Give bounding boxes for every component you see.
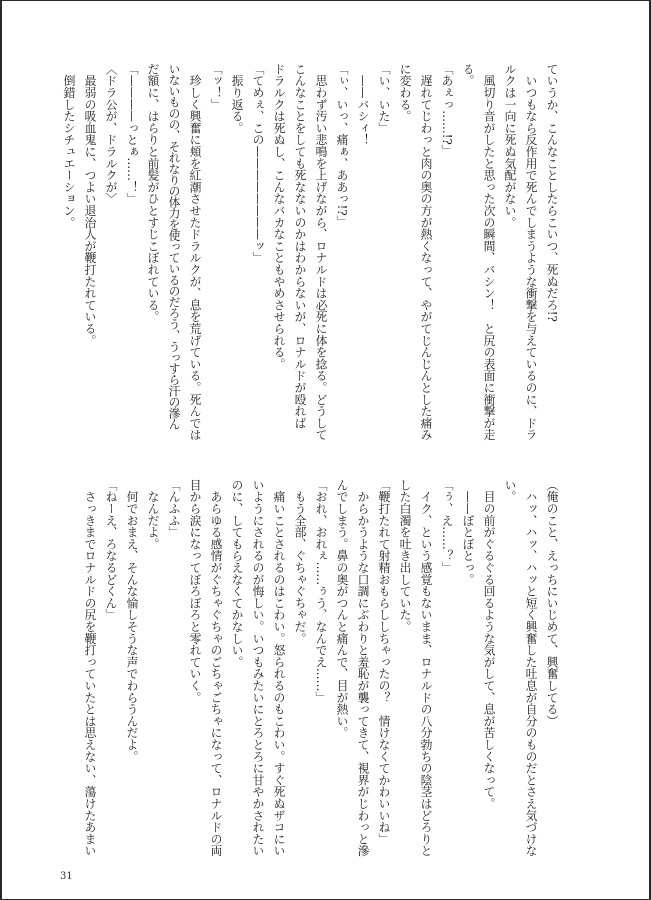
lower-text-line: 「鞭打たれて射精おもらししちゃったの？ 情けなくてかわいいね」 <box>377 479 391 845</box>
upper-text-line: いつもなら反作用で死んでしまうような衝撃を与えているのに、ドラ <box>524 63 538 441</box>
lower-text-line: 目の前がぐるぐる回るような気がして、息が苦しくなって。 <box>482 479 496 810</box>
lower-text-line: のに、してもらえなくてかなしい。 <box>230 479 244 668</box>
upper-text-line: 振り返る。 <box>230 63 244 134</box>
lower-text-line: 「おれ、おれぇ……ぅう、なんでえ……」 <box>314 479 328 704</box>
lower-text-line: ——ぼとぼとっ。 <box>461 479 475 586</box>
lower-text-line: した白濁を吐き出していた。 <box>398 479 412 633</box>
upper-text-line: 遅れてじわっと肉の奥の方が熱くなって、やがてじんじんとした痛み <box>419 63 433 441</box>
lower-text-line: さっきまでロナルドの尻を鞭打っていたとは思えない、蕩けたあまい <box>83 479 97 857</box>
upper-text-block <box>58 63 562 463</box>
lower-text-line: なんだよ。 <box>146 479 160 550</box>
upper-text-line: 「てめぇ、この————————ッ」 <box>251 63 265 264</box>
upper-text-line: る。 <box>461 63 475 87</box>
upper-text-line: 「い、いた」 <box>377 63 391 134</box>
upper-text-line: 倒錯したシチュエーション。 <box>62 63 76 229</box>
lower-text-line: 痛いことされるのはこわい。怒られるのもこわい。すぐ死ぬザコにい <box>272 479 286 857</box>
lower-text-line: もう全部、ぐちゃぐちゃだ。 <box>293 479 307 645</box>
upper-text-line: 「————っとぁ……！」 <box>125 63 139 205</box>
page-number: 31 <box>60 871 73 882</box>
lower-text-line: ハッ、ハッ、ハッと短く興奮した吐息が自分のものだとさえ気づけな <box>524 479 538 857</box>
lower-text-line: イク、という感覚もないまま、ロナルドの八分勃ちの陰茎はどろりと <box>419 479 433 857</box>
lower-text-line: 「んふふ」 <box>167 479 181 538</box>
upper-text-line: いないものの、それなりの体力を使っているのだろう、うっすら汗の滲ん <box>167 63 181 430</box>
upper-text-line: 最弱の吸血鬼に、つよい退治人が鞭打たれている。 <box>83 63 97 347</box>
upper-text-line: 思わず汚い悲鳴を上げながら、ロナルドは必死に体を捻る。どうして <box>314 63 328 441</box>
upper-text-line: 「ぃ、いっ、痛ぁ、ああっ!?」 <box>335 63 349 228</box>
upper-text-line: ルクは一向に死ぬ気配がない。 <box>503 63 517 229</box>
lower-text-line: んでしまう。鼻の奥がつんと痛んで、目が熱い。 <box>335 479 349 739</box>
lower-text-line: い。 <box>503 479 517 503</box>
upper-text-line: だ額に、はらりと前髪がひとすじこぼれている。 <box>146 63 160 323</box>
lower-text-line: 「ねーえ、ろなるどくん」 <box>104 479 118 621</box>
upper-text-line: 「あぇっ……!?」 <box>440 63 454 157</box>
upper-text-line: に変わる。 <box>398 63 412 122</box>
upper-text-line: ——バシィ！ <box>356 63 370 146</box>
lower-text-line: 目から涙になってぼろぼろと零れていく。 <box>188 479 202 704</box>
upper-text-line: 珍しく興奮に頬を紅潮させたドラルクが、息を荒げている。死んでは <box>188 63 202 441</box>
lower-text-line: あらゆる感情がぐちゃぐちゃのごちゃごちゃになって、ロナルドの両 <box>209 479 223 857</box>
upper-text-line: 「ッ！」 <box>209 63 223 111</box>
upper-text-line: 〈ドラ公が、ドラルクが〉 <box>104 63 118 205</box>
upper-text-line: ドラルクは死ぬし、こんなバカなこともやめさせられる。 <box>272 63 286 370</box>
upper-text-line: ていうか、こんなことしたらこいつ、死ぬだろ!? <box>545 63 559 322</box>
lower-text-line: いようにされるのが悔しい。いつもみたいにとろとろに甘やかされたい <box>251 479 265 857</box>
lower-text-line: 何でおまえ、そんな愉しそうな声でわらうんだよ。 <box>125 479 139 763</box>
upper-text-line: 風切り音がしたと思った次の瞬間、バシン！ と尻の表面に衝撃が走 <box>482 63 496 441</box>
upper-text-line: こんなことをしても死なないのかはわからないが、ロナルドが殴れば <box>293 63 307 429</box>
lower-text-block <box>79 479 562 867</box>
lower-text-line: 「ぅ、え……？」 <box>440 479 454 574</box>
lower-text-line: （俺のこと、えっちにいじめて、興奮してる） <box>545 479 559 727</box>
lower-text-line: からかうような口調にぶわりと羞恥が襲ってきて、視界がじわっと滲 <box>356 479 370 857</box>
